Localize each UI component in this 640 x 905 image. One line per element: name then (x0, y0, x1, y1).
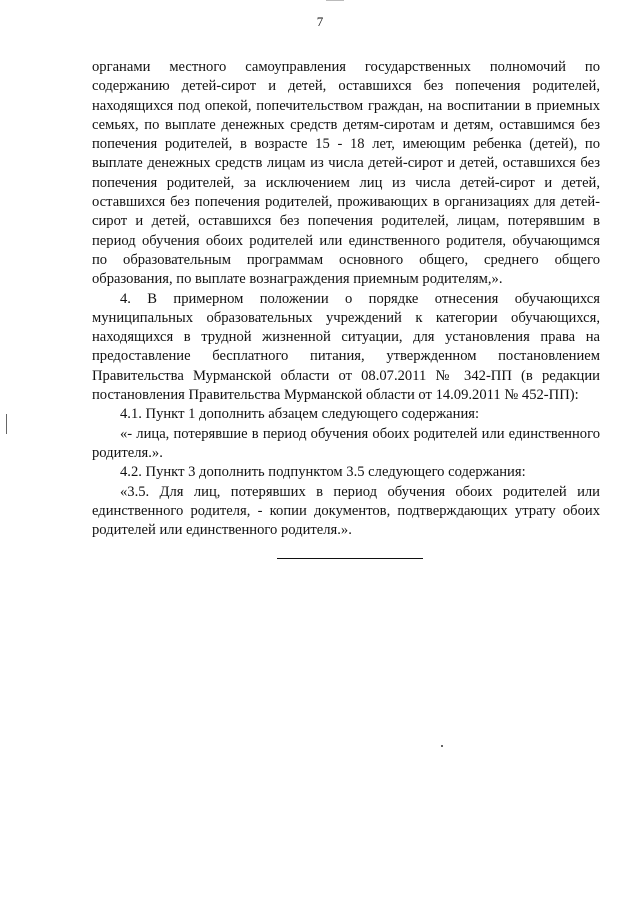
paragraph-item-4-2-quote: «3.5. Для лиц, потерявших в период обучения обоих родителей или единственного родителя, - копии документов, подтверждающих утрату обоих родителей или единственного родителя.». (92, 483, 600, 539)
page-number: 7 (316, 14, 324, 29)
paragraph-item-4: 4. В примерном положении о порядке отнесения обучающихся муниципальных образовательных учреждений к категории обучающихся, находящихся в трудной жизненной ситуации, для установления права на предоставление бесплатного питания, утвержденном постановлением Правительства Мурманской области от 08.07.2011 № 342-ПП (в редакции постановления Правительства Мурманской области от 14.09.2011 № 452-ПП): (92, 290, 600, 404)
scan-edge-mark (6, 414, 7, 434)
paragraph-item-4-2: 4.2. Пункт 3 дополнить подпунктом 3.5 следующего содержания: (120, 464, 526, 481)
paragraph-item-4-1-quote: «- лица, потерявшие в период обучения обоих родителей или единственного родителя.». (92, 425, 600, 461)
scan-speck (441, 745, 443, 747)
document-body (92, 58, 600, 559)
paragraph-continuation: органами местного самоуправления государственных полномочий по содержанию детей-сирот и детей, оставшихся без попечения родителей, находящихся под опекой, попечительством граждан, на воспитании в приемных семьях, по выплате денежных средств детям-сиротам и детям, оставшимся без попечения родителей, в возрасте 15 - 18 лет, имеющим ребенка (детей), по выплате денежных средств лицам из числа детей-сирот и детей, оставшихся без попечения родителей, за исключением лиц из числа детей-сирот и детей, оставшихся без попечения родителей, проживающих в организациях для детей-сирот и детей, оставшихся без попечения родителей, лицам, потерявшим в период обучения обоих родителей или единственного родителя, обучающимся по образовательным программам основного общего, среднего общего образования, по выплате вознаграждения приемным родителям,». (92, 59, 600, 288)
scan-top-mark (326, 0, 344, 1)
paragraph-item-4-1: 4.1. Пункт 1 дополнить абзацем следующего содержания: (120, 406, 480, 423)
end-rule (277, 558, 423, 559)
